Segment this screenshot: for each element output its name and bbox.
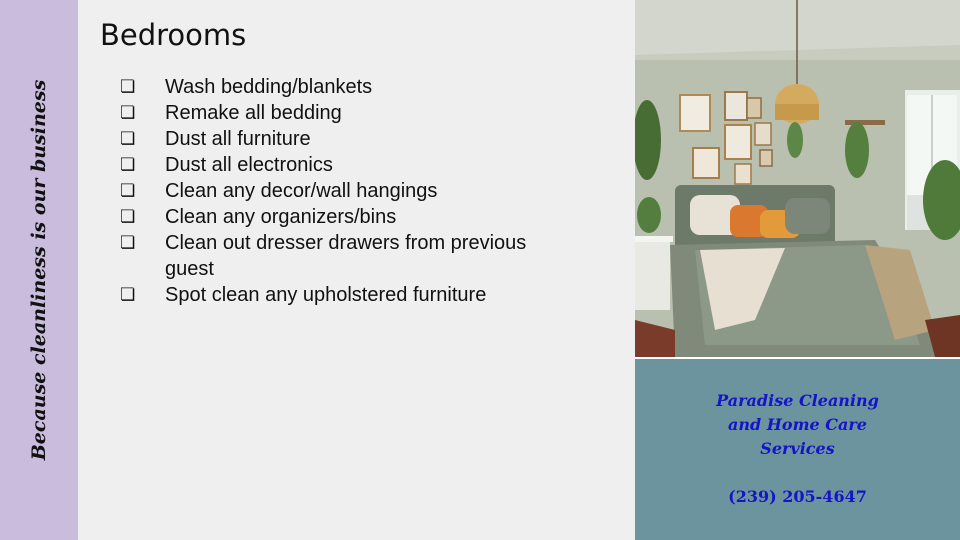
- checklist-item: [120, 178, 580, 204]
- checklist-item: [120, 230, 580, 282]
- phone-number: (239) 205-4647: [728, 487, 867, 506]
- checkbox-icon: ❏: [120, 207, 136, 227]
- bedroom-checklist: [120, 74, 580, 308]
- checklist-item: [120, 100, 580, 126]
- checkbox-icon: ❏: [120, 129, 136, 149]
- checkbox-icon: ❏: [120, 181, 136, 201]
- tagline: Because cleanliness is our business: [28, 79, 50, 461]
- checklist-item-text: Clean out dresser drawers from previous guest: [165, 232, 527, 280]
- company-name-line: and Home Care: [728, 415, 867, 434]
- checklist-item: [120, 282, 580, 308]
- checklist-item-text: Clean any organizers/bins: [165, 206, 397, 228]
- checklist-item-text: Dust all electronics: [165, 154, 333, 176]
- checklist-item-text: Remake all bedding: [165, 102, 342, 124]
- checklist-item-text: Wash bedding/blankets: [165, 76, 373, 98]
- contact-info-box: [635, 357, 960, 540]
- checklist-item: [120, 152, 580, 178]
- checkbox-icon: ❏: [120, 155, 136, 175]
- bedroom-photo: [635, 0, 960, 357]
- checklist-item: [120, 126, 580, 152]
- company-name: [635, 389, 960, 461]
- checklist-item-text: Dust all furniture: [165, 128, 311, 150]
- sidebar-strip: [0, 0, 78, 540]
- checkbox-icon: ❏: [120, 103, 136, 123]
- checklist-item: [120, 204, 580, 230]
- checkbox-icon: ❏: [120, 233, 136, 253]
- checkbox-icon: ❏: [120, 77, 136, 97]
- main-content: [78, 0, 635, 540]
- checklist-item-text: Clean any decor/wall hangings: [165, 180, 438, 202]
- company-name-line: Services: [760, 439, 835, 458]
- bedroom-illustration: [635, 0, 960, 357]
- company-name-line: Paradise Cleaning: [716, 391, 879, 410]
- checklist-item-text: Spot clean any upholstered furniture: [165, 284, 487, 306]
- checkbox-icon: ❏: [120, 285, 136, 305]
- checklist-item: [120, 74, 580, 100]
- page-title: Bedrooms: [100, 18, 247, 52]
